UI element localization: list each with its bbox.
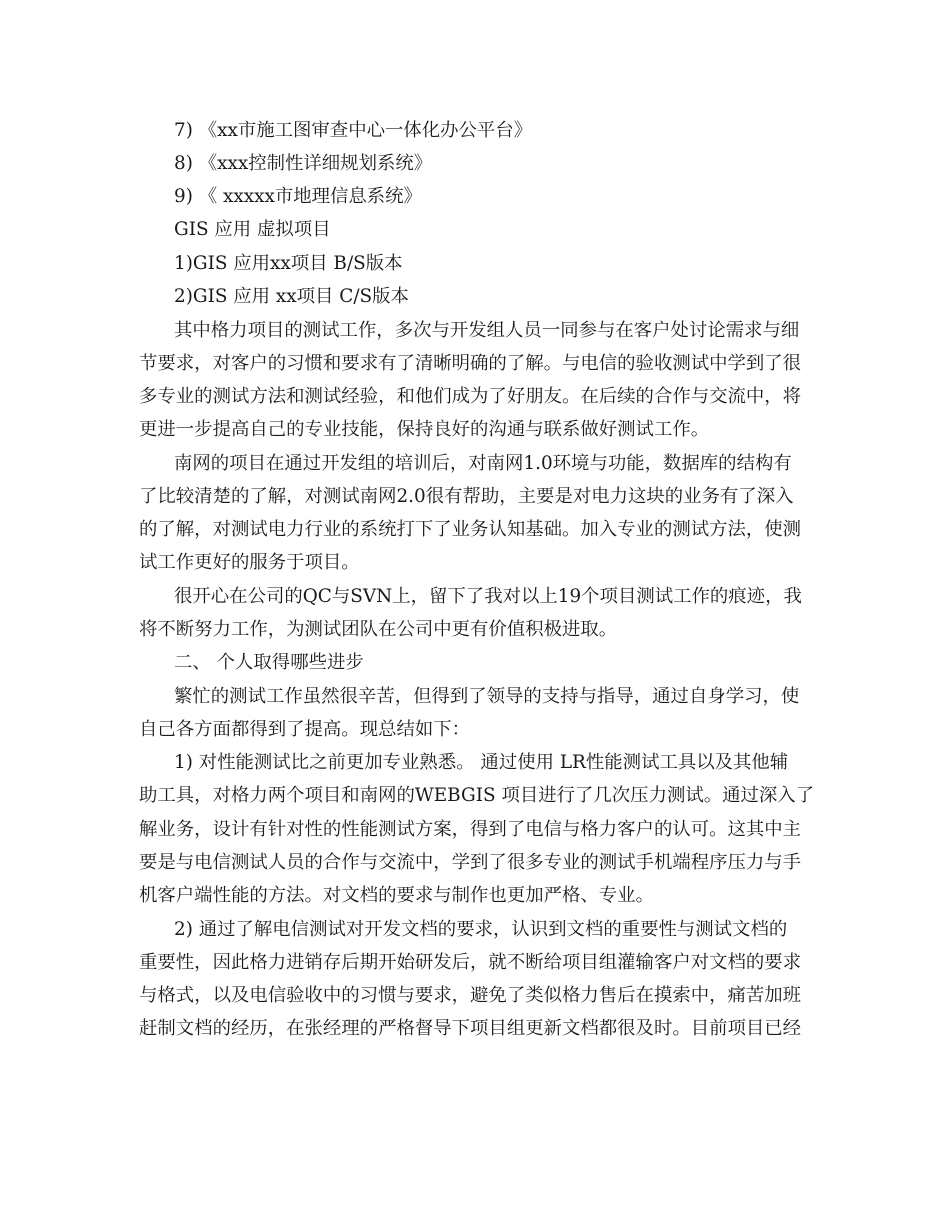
paragraph-line: 要是与电信测试人员的合作与交流中，学到了很多专业的测试手机端程序压力与手 [139, 852, 802, 873]
gis-item-2: 2)GIS 应用 xx项目 C/S版本 [174, 286, 409, 307]
paragraph-line: 多专业的测试方法和测试经验，和他们成为了好朋友。在后续的合作与交流中，将 [139, 386, 802, 407]
section-label-gis: GIS 应用 虚拟项目 [174, 219, 331, 240]
paragraph-line: 赶制文档的经历，在张经理的严格督导下项目组更新文档都很及时。目前项目已经 [139, 1018, 802, 1039]
paragraph-line: 南网的项目在通过开发组的培训后，对南网1.0环境与功能，数据库的结构有 [174, 453, 792, 474]
paragraph-line: 将不断努力工作，为测试团队在公司中更有价值积极进取。 [139, 619, 618, 640]
list-item-7: 7) 《xx市施工图审查中心一体化办公平台》 [174, 120, 533, 141]
paragraph-line: 的了解，对测试电力行业的系统打下了业务认知基础。加入专业的测试方法，使测 [139, 519, 802, 540]
paragraph-line: 与格式，以及电信验收中的习惯与要求，避免了类似格力售后在摸索中，痛苦加班 [139, 985, 802, 1006]
paragraph-line: 其中格力项目的测试工作，多次与开发组人员一同参与在客户处讨论需求与细 [174, 320, 800, 341]
paragraph-line: 繁忙的测试工作虽然很辛苦，但得到了领导的支持与指导，通过自身学习，使 [174, 686, 800, 707]
paragraph-line: 很开心在公司的QC与SVN上，留下了我对以上19个项目测试工作的痕迹，我 [174, 586, 802, 607]
paragraph-line: 1) 对性能测试比之前更加专业熟悉。 通过使用 LR性能测试工具以及其他辅 [174, 752, 789, 773]
paragraph-line: 2) 通过了解电信测试对开发文档的要求，认识到文档的重要性与测试文档的 [174, 919, 788, 940]
list-item-8: 8) 《xxx控制性详细规划系统》 [174, 153, 433, 174]
paragraph-line: 解业务，设计有针对性的性能测试方案，得到了电信与格力客户的认可。这其中主 [139, 819, 802, 840]
paragraph-line: 机客户端性能的方法。对文档的要求与制作也更加严格、专业。 [139, 885, 654, 906]
paragraph-line: 更进一步提高自己的专业技能，保持良好的沟通与联系做好测试工作。 [139, 419, 710, 440]
paragraph-line: 试工作更好的服务于项目。 [139, 552, 360, 573]
paragraph-line: 重要性，因此格力进销存后期开始研发后，就不断给项目组灌输客户对文档的要求 [139, 952, 802, 973]
section-heading: 二、 个人取得哪些进步 [174, 652, 364, 673]
paragraph-line: 助工具，对格力两个项目和南网的WEBGIS 项目进行了几次压力测试。通过深入了 [139, 785, 815, 806]
paragraph-line: 了比较清楚的了解，对测试南网2.0很有帮助，主要是对电力这块的业务有了深入 [139, 486, 794, 507]
list-item-9: 9) 《 xxxxx市地理信息系统》 [174, 186, 422, 207]
gis-item-1: 1)GIS 应用xx项目 B/S版本 [174, 253, 403, 274]
paragraph-line: 节要求，对客户的习惯和要求有了清晰明确的了解。与电信的验收测试中学到了很 [139, 353, 802, 374]
paragraph-line: 自己各方面都得到了提高。现总结如下： [139, 719, 471, 740]
